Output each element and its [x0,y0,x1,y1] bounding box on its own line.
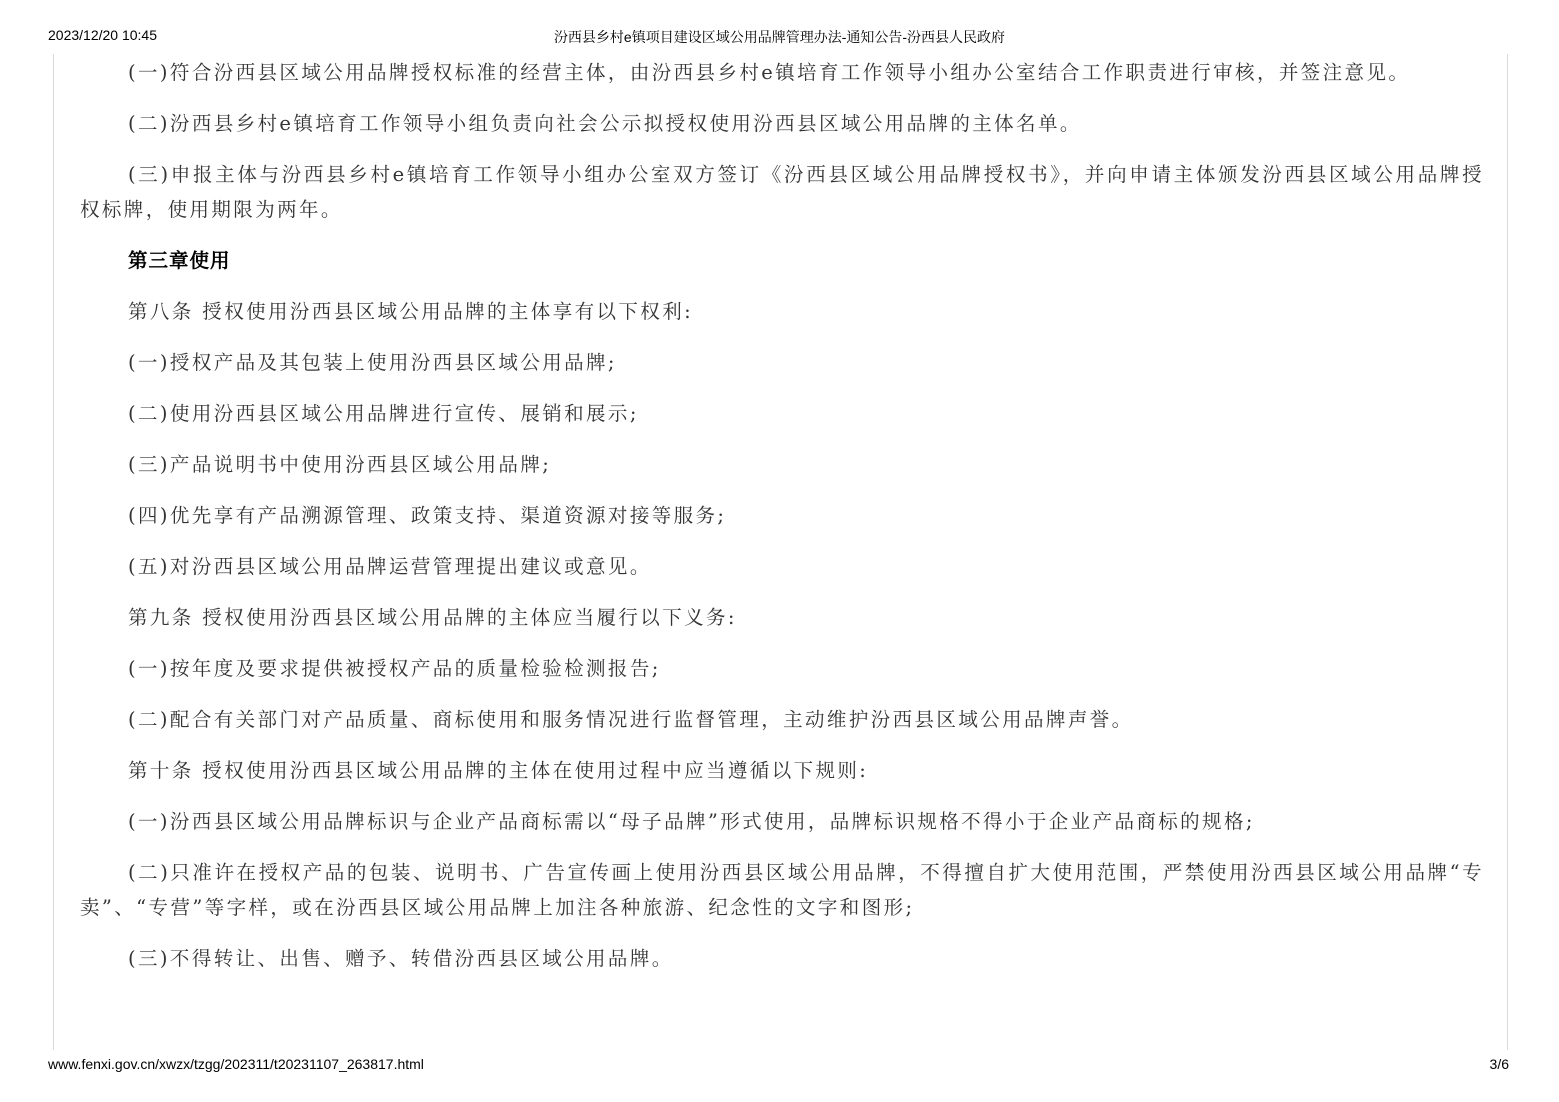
article-body [80,55,1484,992]
article-8-item-4: (四)优先享有产品溯源管理、政策支持、渠道资源对接等服务; [128,504,727,527]
print-footer [48,1056,1511,1076]
article-10-item-3: (三)不得转让、出售、赠予、转借汾西县区域公用品牌。 [128,947,674,970]
paragraph-publicity: (二)汾西县乡村e镇培育工作领导小组负责向社会公示拟授权使用汾西县区域公用品牌的主体名单。 [128,112,1082,135]
page-number: 3/6 [1489,1056,1509,1072]
chapter-heading: 第三章使用 [128,249,231,272]
paragraph-review: (一)符合汾西县区域公用品牌授权标准的经营主体，由汾西县乡村e镇培育工作领导小组办公室结合工作职责进行审核，并签注意见。 [128,61,1411,84]
article-9-item-1: (一)按年度及要求提供被授权产品的质量检验检测报告; [128,657,661,680]
article-8-item-5: (五)对汾西县区域公用品牌运营管理提出建议或意见。 [128,555,652,578]
paragraph-authorization-letter: (三)申报主体与汾西县乡村e镇培育工作领导小组办公室双方签订《汾西县区域公用品牌授权书》，并向申请主体颁发汾西县区域公用品牌授权标牌，使用期限为两年。 [80,163,1484,221]
article-8-item-3: (三)产品说明书中使用汾西县区域公用品牌; [128,453,552,476]
article-10-heading: 第十条 授权使用汾西县区域公用品牌的主体在使用过程中应当遵循以下规则: [128,759,869,782]
article-8-item-1: (一)授权产品及其包装上使用汾西县区域公用品牌; [128,351,617,374]
article-10-item-1: (一)汾西县区域公用品牌标识与企业产品商标需以“母子品牌”形式使用，品牌标识规格不得小于企业产品商标的规格; [128,810,1255,833]
article-10-item-2: (二)只准许在授权产品的包装、说明书、广告宣传画上使用汾西县区域公用品牌，不得擅自扩大使用范围，严禁使用汾西县区域公用品牌“专卖”、“专营”等字样，或在汾西县区域公用品牌上加注各种旅游、纪念性的文字和图形; [80,861,1484,919]
article-9-item-2: (二)配合有关部门对产品质量、商标使用和服务情况进行监督管理，主动维护汾西县区域公用品牌声誉。 [128,708,1134,731]
article-9-heading: 第九条 授权使用汾西县区域公用品牌的主体应当履行以下义务: [128,606,737,629]
article-8-item-2: (二)使用汾西县区域公用品牌进行宣传、展销和展示; [128,402,639,425]
print-datetime: 2023/12/20 10:45 [48,27,157,43]
article-8-heading: 第八条 授权使用汾西县区域公用品牌的主体享有以下权利: [128,300,694,323]
page-url[interactable]: www.fenxi.gov.cn/xwzx/tzgg/202311/t20231107_263817.html [48,1056,424,1072]
page-title: 汾西县乡村e镇项目建设区域公用品牌管理办法-通知公告-汾西县人民政府 [553,29,1006,45]
print-header [48,27,1511,47]
